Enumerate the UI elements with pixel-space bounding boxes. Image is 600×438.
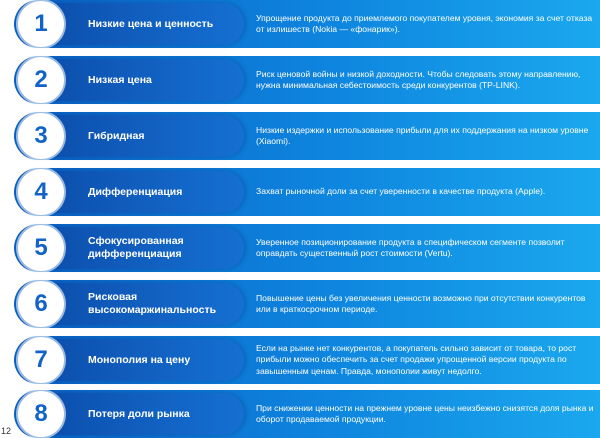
strategy-row-8 [0,390,600,438]
strategy-description: Упрощение продукта до приемлемого покупателем уровня, экономия за счет отказа от излишеств (Nokia — «фонарик»). [256,12,593,34]
strategy-title: Сфокусированная дифференциация [88,235,184,260]
strategy-title: Низкая цена [88,73,152,86]
number-badge: 8 [18,391,64,437]
strategy-description: Повышение цены без увеличения ценности возможно при отсутствии конкурентов или в краткосрочном периоде. [256,292,586,314]
strategy-row-4 [0,168,600,216]
strategy-title: Рисковая высокомаржинальность [88,291,217,316]
number-badge: 4 [18,169,64,215]
page-number: 12 [1,426,12,436]
strategy-description: Захват рыночной доли за счет уверенности в качестве продукта (Apple). [256,186,546,197]
number-badge: 7 [18,337,64,383]
strategy-title: Дифференциация [88,185,183,198]
strategy-row-6 [0,280,600,328]
strategy-row-1 [0,0,600,48]
strategy-title: Гибридная [88,129,145,142]
strategy-description: Уверенное позиционирование продукта в специфическом сегменте позволит оправдать существенный рост стоимости (Vertu). [256,236,565,258]
number-badge: 3 [18,113,64,159]
strategy-description: При снижении ценности на прежнем уровне цены неизбежно снизятся доля рынка и оборот продаваемой продукции. [256,402,594,424]
strategy-title: Потеря доли рынка [88,407,190,420]
strategy-row-5 [0,224,600,272]
strategy-row-3 [0,112,600,160]
strategy-row-2 [0,56,600,104]
number-badge: 6 [18,281,64,327]
strategy-description: Низкие издержки и использование прибыли для их поддержания на низком уровне (Xiaomi). [256,124,589,146]
number-badge: 5 [18,225,64,271]
number-badge: 2 [18,57,64,103]
strategy-description: Если на рынке нет конкурентов, а покупатель сильно зависит от товара, то рост прибыли можно обеспечить за счет продажи упрощенной версии продукта по завышенным ценам. Правда, монополии живут недолго. [256,342,577,376]
strategy-title: Низкие цена и ценность [88,17,214,30]
strategy-description: Риск ценовой войны и низкой доходности. Чтобы следовать этому направлению, нужна минимальная себестоимость среди конкурентов (TP-LINK). [256,68,581,90]
number-badge: 1 [18,1,64,47]
strategy-title: Монополия на цену [88,353,191,366]
strategy-row-7 [0,336,600,384]
